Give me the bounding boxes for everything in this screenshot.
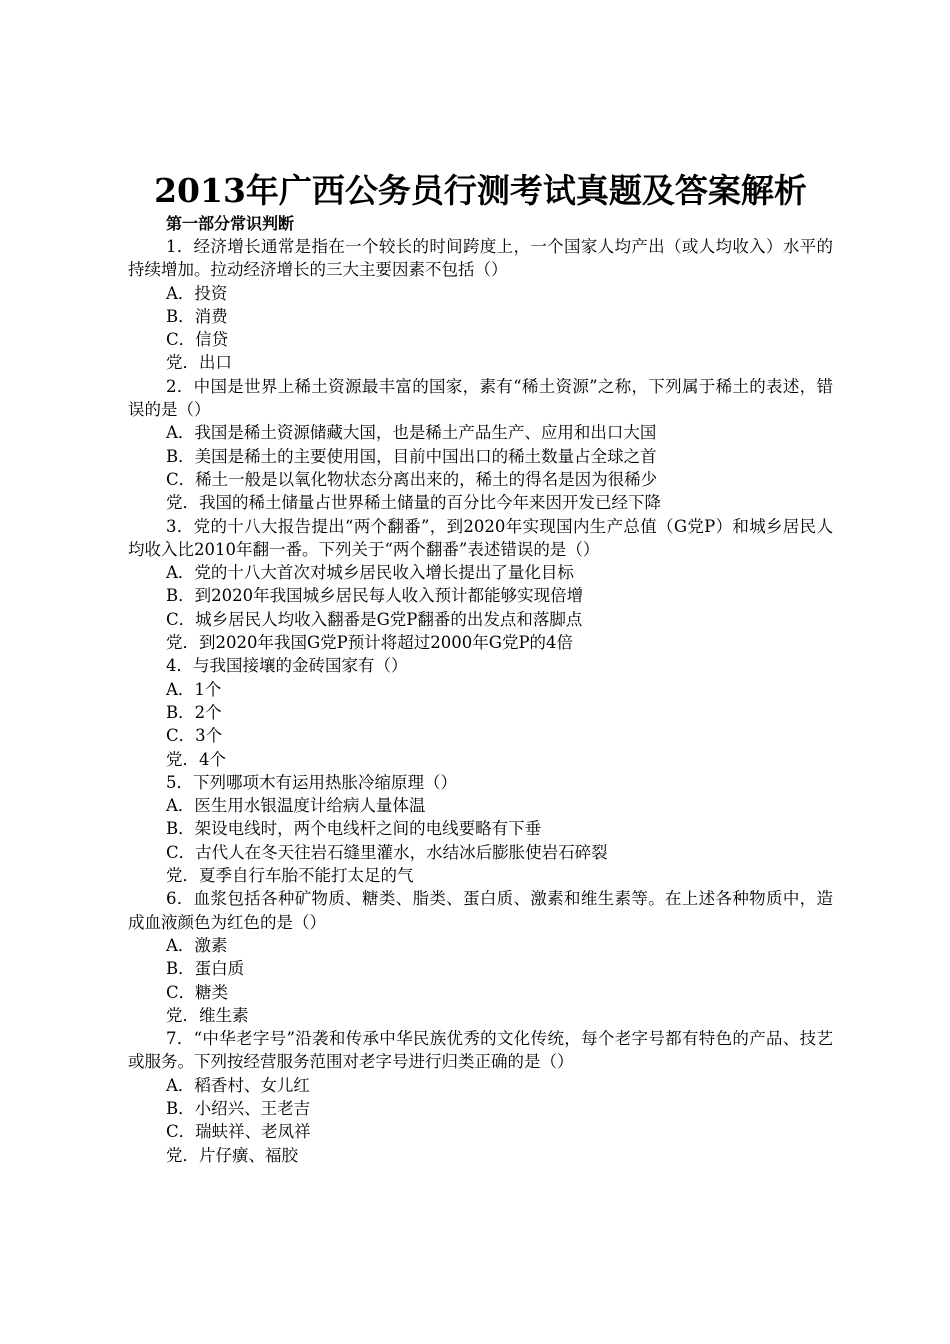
question-stem: 7．“中华老字号”沿袭和传承中华民族优秀的文化传统，每个老字号都有特色的产品、技艺或服务。下列按经营服务范围对老字号进行归类正确的是（） xyxy=(128,1029,833,1072)
question-option: C．古代人在冬天往岩石缝里灌水，水结冰后膨胀使岩石碎裂 xyxy=(166,842,608,862)
question-option: A．稻香村、女儿红 xyxy=(166,1075,310,1095)
question-option: B．消费 xyxy=(166,306,228,326)
document-page xyxy=(128,168,833,1167)
question-option: C．信贷 xyxy=(166,330,229,350)
question-option: 党．夏季自行车胎不能打太足的气 xyxy=(166,866,414,886)
question-3 xyxy=(128,515,833,655)
question-option: C．3个 xyxy=(166,726,223,746)
question-6 xyxy=(128,887,833,1027)
question-stem: 3．党的十八大报告提出“两个翻番”，到2020年实现国内生产总值（G党P）和城乡居民人均收入比2010年翻一番。下列关于“两个翻番”表述错误的是（） xyxy=(128,516,833,559)
question-option: 党．到2020年我国G党P预计将超过2000年G党P的4倍 xyxy=(166,633,574,653)
question-stem: 2．中国是世界上稀土资源最丰富的国家，素有“稀土资源”之称，下列属于稀土的表述，错误的是（） xyxy=(128,376,833,420)
question-option: A．投资 xyxy=(166,283,228,303)
question-stem: 4．与我国接壤的金砖国家有（） xyxy=(166,656,408,676)
question-option: A．激素 xyxy=(166,935,228,955)
question-option: C．稀土一般是以氧化物状态分离出来的，稀土的得名是因为很稀少 xyxy=(166,469,658,489)
question-option: C．瑞蚨祥、老凤祥 xyxy=(166,1122,311,1142)
question-option: 党．我国的稀土储量占世界稀土储量的百分比今年来因开发已经下降 xyxy=(166,493,661,513)
question-option: A．1个 xyxy=(166,679,222,699)
question-option: B．架设电线时，两个电线杆之间的电线要略有下垂 xyxy=(166,819,542,839)
question-option: A．我国是稀土资源储藏大国，也是稀土产品生产、应用和出口大国 xyxy=(166,423,657,443)
question-option: B．美国是稀土的主要使用国，目前中国出口的稀土数量占全球之首 xyxy=(166,446,657,466)
question-option: A．党的十八大首次对城乡居民收入增长提出了量化目标 xyxy=(166,563,574,583)
section-heading: 第一部分常识判断 xyxy=(166,214,295,233)
question-option: A．医生用水银温度计给病人量体温 xyxy=(166,796,426,816)
question-option: 党．片仔癀、福胶 xyxy=(166,1145,298,1165)
document-title: 2013年广西公务员行测考试真题及答案解析 xyxy=(154,171,807,210)
question-option: B．2个 xyxy=(166,702,222,722)
question-stem: 6．血浆包括各种矿物质、糖类、脂类、蛋白质、激素和维生素等。在上述各种物质中，造成血液颜色为红色的是（） xyxy=(128,889,833,932)
question-stem: 1．经济增长通常是指在一个较长的时间跨度上，一个国家人均产出（或人均收入）水平的持续增加。拉动经济增长的三大主要因素不包括（） xyxy=(128,237,833,280)
question-5 xyxy=(128,771,833,887)
question-option: B．到2020年我国城乡居民每人收入预计都能够实现倍增 xyxy=(166,586,584,606)
question-option: B．小绍兴、王老吉 xyxy=(166,1098,311,1118)
question-option: C．城乡居民人均收入翻番是G党P翻番的出发点和落脚点 xyxy=(166,609,583,629)
question-option: B．蛋白质 xyxy=(166,959,245,979)
question-7 xyxy=(128,1027,833,1167)
question-2 xyxy=(128,375,833,515)
question-option: C．糖类 xyxy=(166,982,229,1002)
question-stem: 5．下列哪项木有运用热胀冷缩原理（） xyxy=(166,772,457,792)
question-1 xyxy=(128,235,833,375)
question-option: 党．维生素 xyxy=(166,1005,249,1025)
question-4 xyxy=(128,654,833,770)
question-option: 党．出口 xyxy=(166,353,232,373)
question-option: 党．4个 xyxy=(166,749,226,769)
